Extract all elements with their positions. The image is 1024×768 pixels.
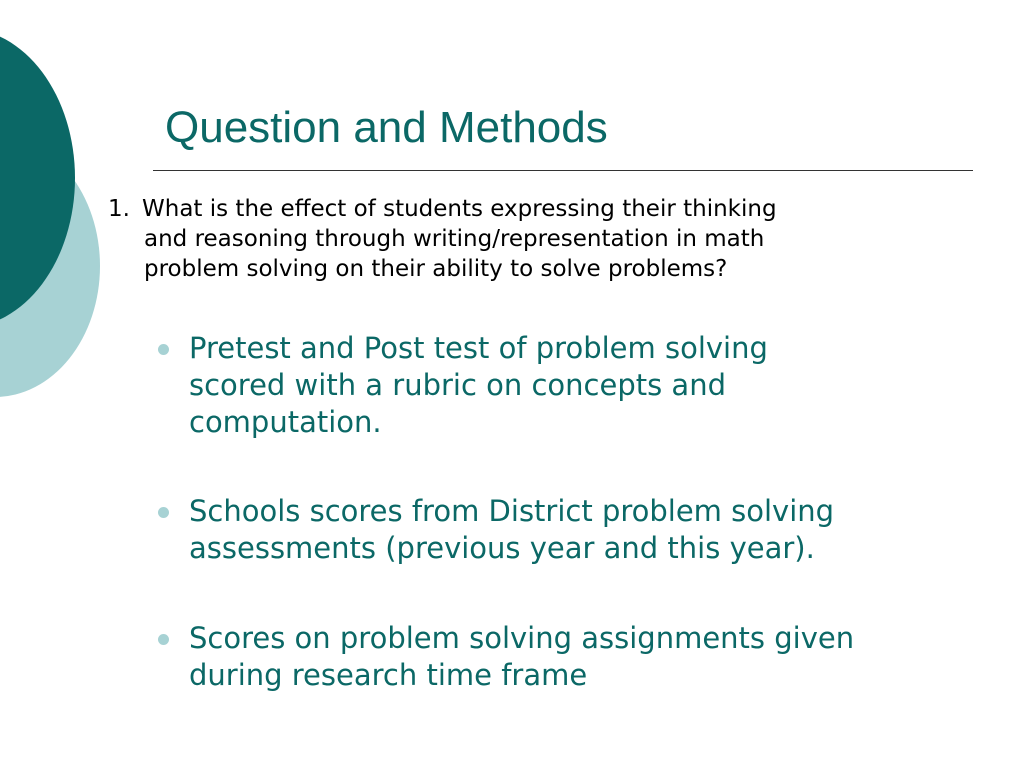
slide-title: Question and Methods <box>165 103 608 152</box>
question-number: 1. <box>108 196 130 222</box>
bullet-icon <box>158 344 169 355</box>
bullet-line: scored with a rubric on concepts and <box>189 368 726 402</box>
question-line: and reasoning through writing/representation in math <box>144 226 765 252</box>
bullet-line: computation. <box>189 405 382 439</box>
research-question <box>108 194 968 284</box>
bullet-icon <box>158 634 169 645</box>
bullet-line: during research time frame <box>189 658 588 692</box>
bullet-line: assessments (previous year and this year). <box>189 531 815 565</box>
question-line: problem solving on their ability to solve problems? <box>144 256 728 282</box>
bullet-line: Scores on problem solving assignments given <box>189 621 855 655</box>
question-line: What is the effect of students expressing their thinking <box>142 196 777 222</box>
methods-list-item <box>158 620 854 694</box>
bullet-icon <box>158 507 169 518</box>
methods-list-item <box>158 330 768 441</box>
title-divider <box>153 170 973 171</box>
question-text <box>108 194 968 284</box>
bullet-line: Pretest and Post test of problem solving <box>189 331 768 365</box>
bullet-line: Schools scores from District problem solving <box>189 494 835 528</box>
methods-list-item <box>158 493 834 567</box>
